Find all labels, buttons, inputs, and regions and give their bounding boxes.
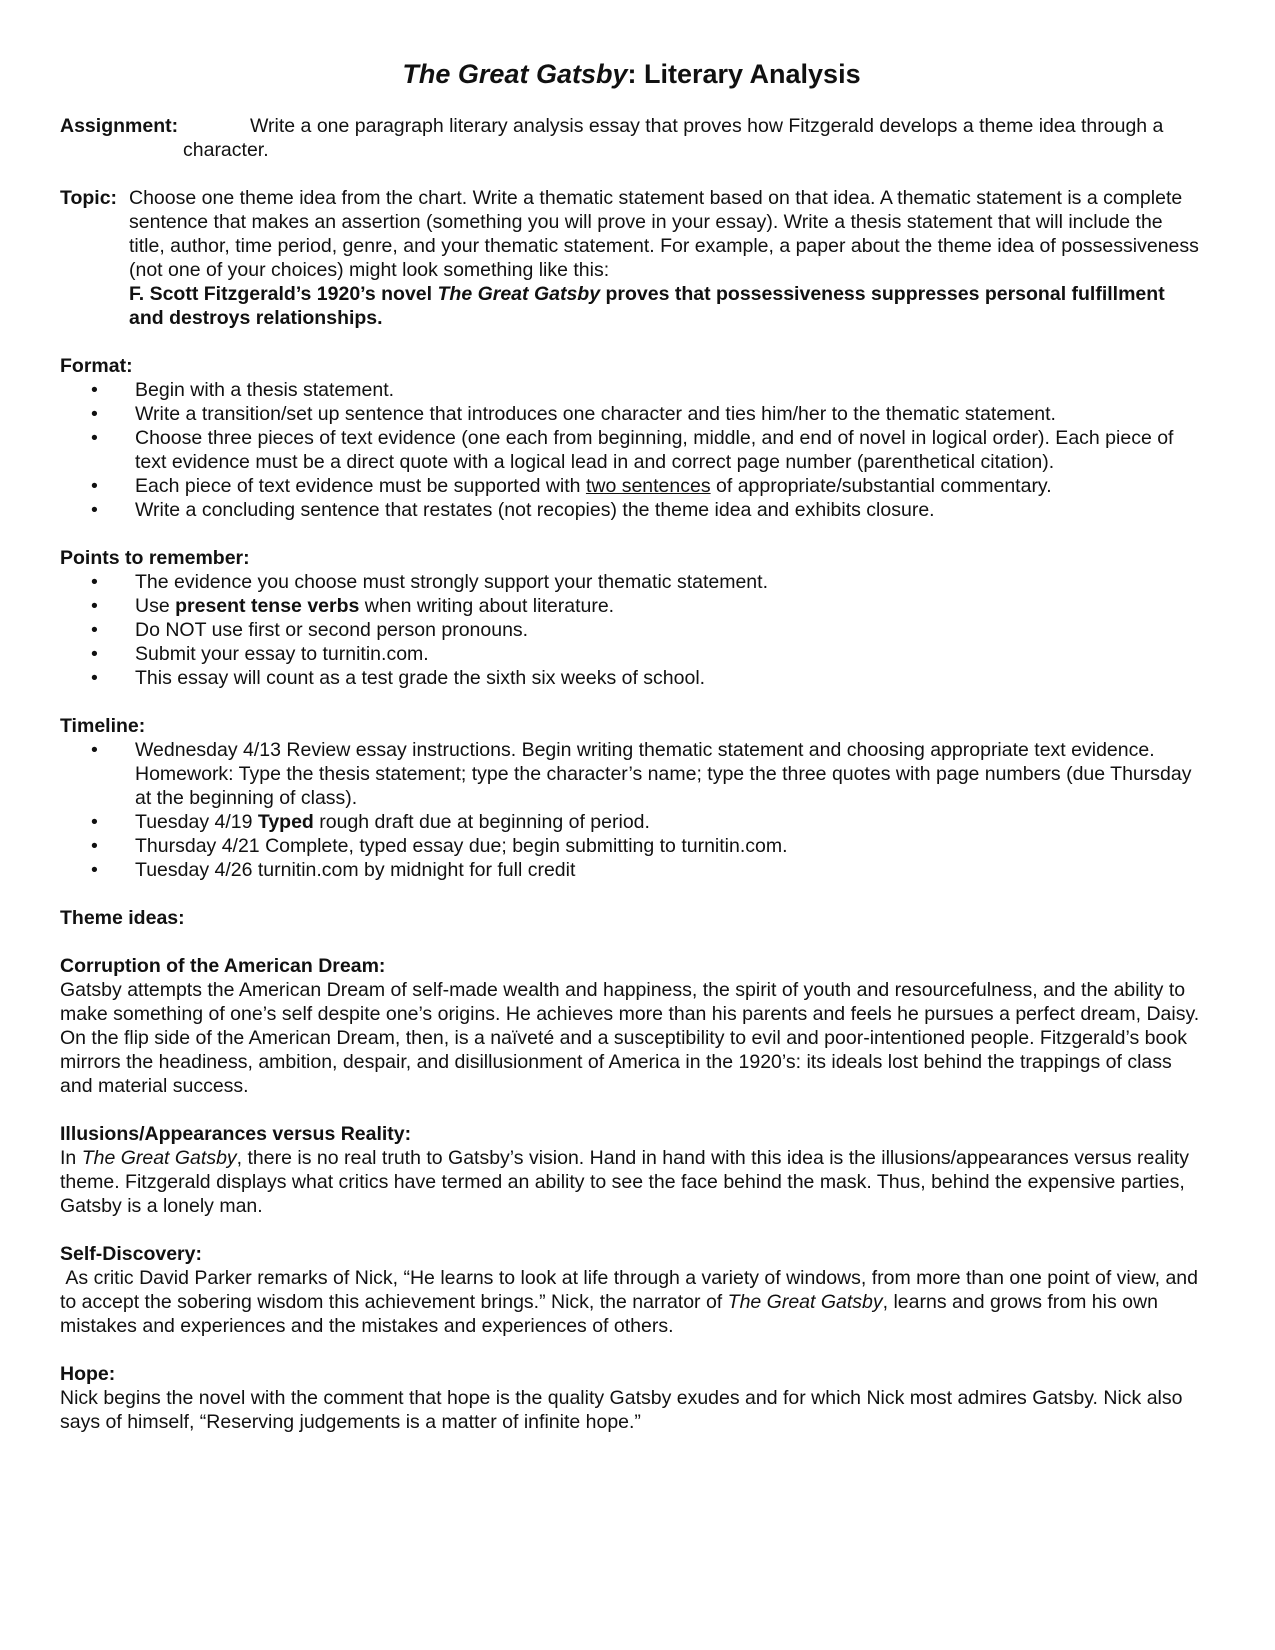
theme-corruption-heading: Corruption of the American Dream:	[60, 955, 386, 977]
points-list	[60, 570, 1203, 690]
timeline-heading: Timeline:	[60, 715, 146, 737]
theme-hope	[60, 1362, 1203, 1434]
themes-heading: Theme ideas:	[60, 907, 185, 929]
topic-label: Topic:	[60, 187, 118, 209]
topic-example-before: F. Scott Fitzgerald’s 1920’s novel	[129, 283, 438, 305]
theme-illusions-text: In The Great Gatsby, there is no real truth to Gatsby’s vision. Hand in hand with this idea is the illusions/appearances versus reality theme. Fitzgerald displays what critics have termed an ability to see the face behind the mask. Thus, behind the expensive parties, Gatsby is a lonely man.	[60, 1147, 1190, 1217]
assignment-body	[250, 114, 1203, 138]
format-section	[60, 354, 1203, 522]
theme-hope-text: Nick begins the novel with the comment that hope is the quality Gatsby exudes and for which Nick most admires Gatsby. Nick also says of himself, “Reserving judgements is a matter of infinite hope.”	[60, 1387, 1183, 1433]
underlined-text: two sentences	[585, 475, 711, 497]
format-list	[60, 378, 1203, 522]
assignment-label: Assignment:	[60, 115, 179, 137]
theme-corruption	[60, 954, 1203, 1098]
theme-hope-heading: Hope:	[60, 1363, 116, 1385]
theme-selfdiscovery	[60, 1242, 1203, 1338]
topic-example-after: proves that possessiveness suppresses personal fulfillment and destroys relationships.	[129, 283, 1165, 329]
timeline-list	[60, 738, 1203, 882]
points-section	[60, 546, 1203, 690]
list-item: • Use present tense verbs when writing about literature.	[91, 595, 615, 617]
list-item: • Tuesday 4/26 turnitin.com by midnight for full credit	[91, 859, 576, 881]
list-item: • The evidence you choose must strongly support your thematic statement.	[91, 571, 768, 593]
list-item: • Each piece of text evidence must be supported with two sentences of appropriate/substantial commentary.	[91, 475, 1052, 497]
assignment-line2: character.	[183, 139, 269, 161]
list-item: • Write a transition/set up sentence that introduces one character and ties him/her to the thematic statement.	[91, 403, 1056, 425]
list-item: • Begin with a thesis statement.	[91, 379, 395, 401]
title-italic: The Great Gatsby	[402, 59, 628, 89]
title-rest: : Literary Analysis	[627, 59, 861, 89]
theme-illusions	[60, 1122, 1203, 1218]
topic-body	[129, 186, 1203, 330]
topic-example-italic: The Great Gatsby	[437, 283, 601, 305]
theme-corruption-text: Gatsby attempts the American Dream of self-made wealth and happiness, the spirit of youth and resourcefulness, and the ability to make something of one’s self despite one’s origins. He achieves more than his parents and feels he pursues a perfect dream, Daisy. On the flip side of the American Dream, then, is a naïveté and a susceptibility to evil and poor-intentioned people. Fitzgerald’s book mirrors the headiness, ambition, despair, and disillusionment of America in the 1920’s: its ideals lost behind the trappings of class and material success.	[60, 979, 1200, 1097]
list-item: • Choose three pieces of text evidence (one each from beginning, middle, and end of novel in logical order). Each piece of text evidence must be a direct quote with a logical lead in and correct page number (parenthetical citation).	[91, 427, 1174, 473]
list-item: • Tuesday 4/19 Typed rough draft due at beginning of period.	[91, 811, 650, 833]
assignment-section	[60, 114, 1203, 138]
list-item: • Wednesday 4/13 Review essay instructions. Begin writing thematic statement and choosing appropriate text evidence. Homework: Type the thesis statement; type the character’s name; type the three quotes with page numbers (due Thursday at the beginning of class).	[91, 739, 1192, 809]
format-heading: Format:	[60, 355, 133, 377]
list-item: • Submit your essay to turnitin.com.	[91, 643, 429, 665]
list-item: • This essay will count as a test grade the sixth six weeks of school.	[91, 667, 706, 689]
theme-selfdiscovery-text: As critic David Parker remarks of Nick, “He learns to look at life through a variety of windows, from more than one point of view, and to accept the sobering wisdom this achievement brings.” Nick, the narrator of The Great Gatsby, learns and grows from his own mistakes and experiences and the mistakes and experiences of others.	[60, 1267, 1204, 1337]
timeline-section	[60, 714, 1203, 882]
topic-example	[129, 282, 1203, 330]
list-item: • Thursday 4/21 Complete, typed essay due; begin submitting to turnitin.com.	[91, 835, 788, 857]
topic-section	[60, 186, 1203, 330]
assignment-line1: Write a one paragraph literary analysis essay that proves how Fitzgerald develops a theme idea through a	[250, 115, 1164, 137]
points-heading: Points to remember:	[60, 547, 250, 569]
list-item: • Do NOT use first or second person pronouns.	[91, 619, 529, 641]
page-title	[60, 54, 1203, 94]
topic-text: Choose one theme idea from the chart. Write a thematic statement based on that idea. A thematic statement is a complete sentence that makes an assertion (something you will prove in your essay). Write a thesis statement that will include the title, author, time period, genre, and your thematic statement. For example, a paper about the theme idea of possessiveness (not one of your choices) might look something like this:	[129, 187, 1199, 281]
theme-selfdiscovery-heading: Self-Discovery:	[60, 1243, 202, 1265]
theme-illusions-heading: Illusions/Appearances versus Reality:	[60, 1123, 412, 1145]
list-item: • Write a concluding sentence that restates (not recopies) the theme idea and exhibits closure.	[91, 499, 935, 521]
